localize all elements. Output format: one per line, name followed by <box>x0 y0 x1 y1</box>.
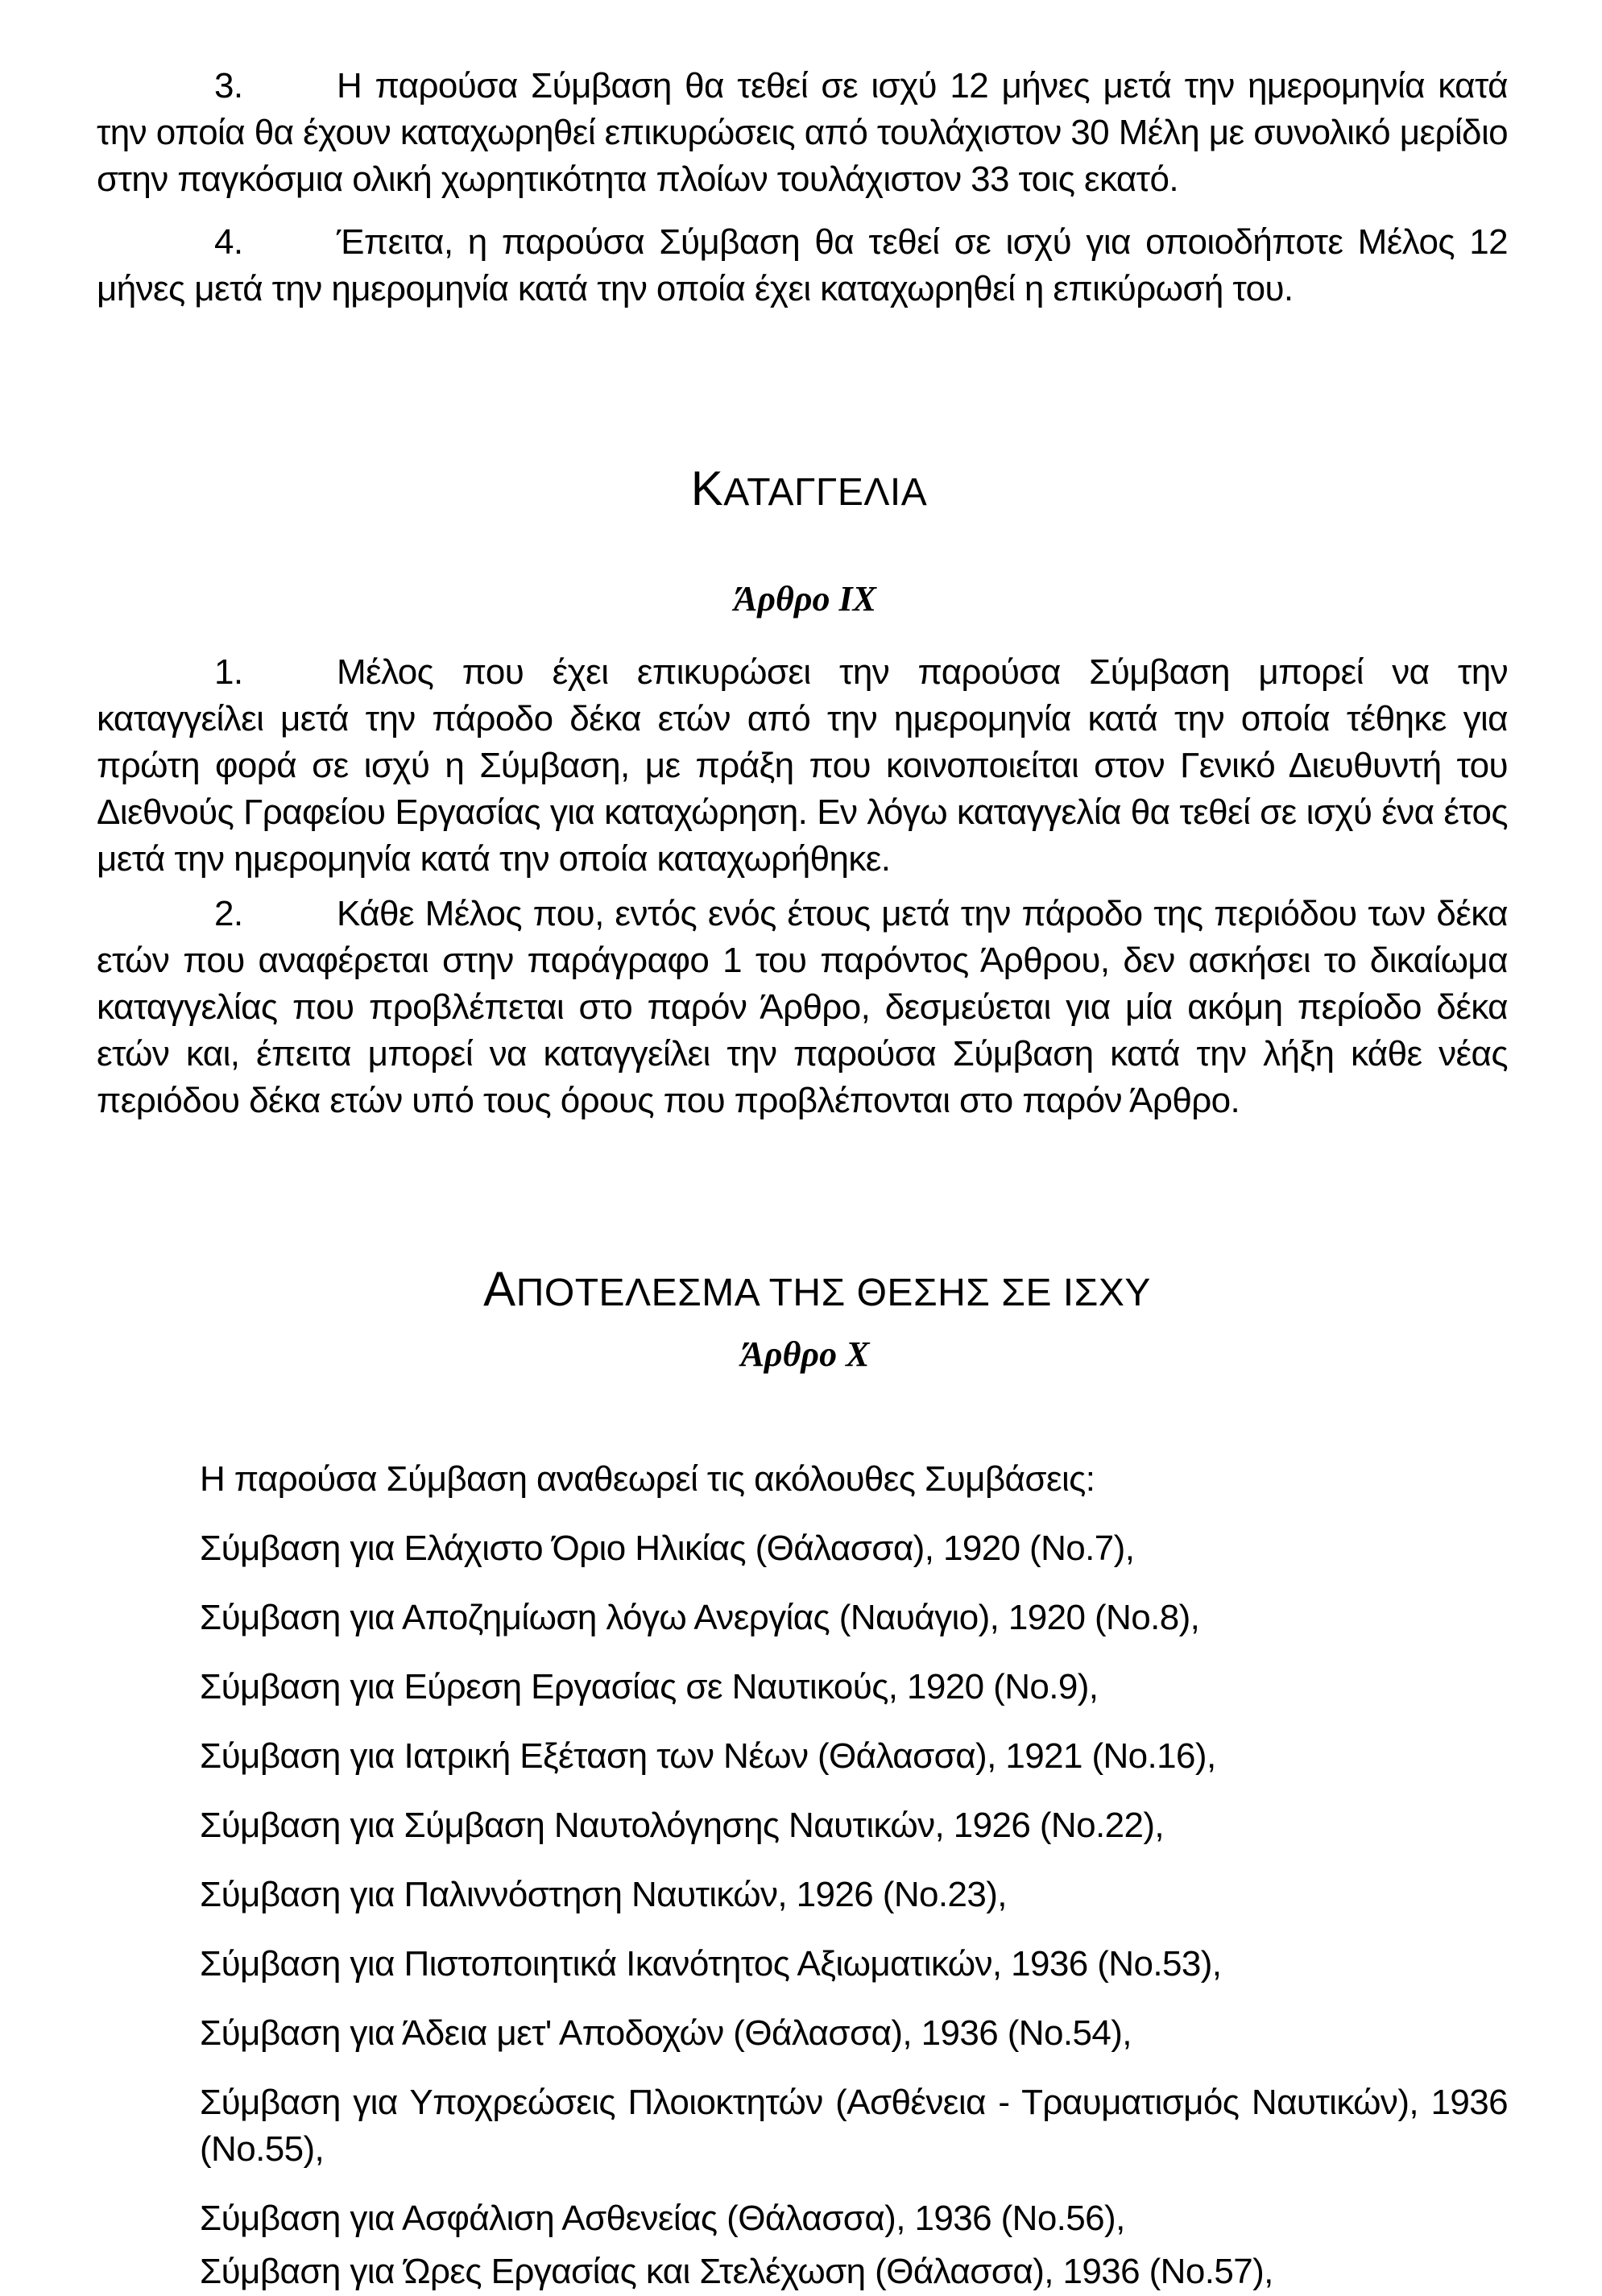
paragraph-3 <box>97 63 1508 203</box>
paragraph-number: 2. <box>214 894 243 933</box>
heading-initial: Α <box>483 1262 516 1316</box>
heading-rest: ΠΟΤΕΛΕΣΜΑ ΤΗΣ ΘΕΣΗΣ ΣΕ ΙΣΧΥ <box>515 1272 1151 1314</box>
paragraph-2 <box>97 891 1508 1124</box>
paragraph-1 <box>97 649 1508 883</box>
list-item: Σύμβαση για Υποχρεώσεις Πλοιοκτητών (Ασθένεια - Τραυματισμός Ναυτικών), 1936 (No.55), <box>200 2083 1508 2169</box>
list-item: Σύμβαση για Ασφάλιση Ασθενείας (Θάλασσα), 1936 (No.56), <box>200 2199 1125 2238</box>
paragraph-text: Κάθε Μέλος που, εντός ενός έτους μετά την πάροδο της περιόδου των δέκα ετών που αναφέρεται στην παράγραφο 1 του παρόντος Άρθρου, δεν ασκήσει το δικαίωμα καταγγελίας που προβλέπεται στο παρόν Άρθρο, δεσμεύεται για μία ακόμη περίοδο δέκα ετών και, έπειτα μπορεί να καταγγείλει την παρούσα Σύμβαση κατά την λήξη κάθε νέας περιόδου δέκα ετών υπό τους όρους που προβλέπονται στο παρόν Άρθρο. <box>97 894 1508 1120</box>
list-item: Σύμβαση για Πιστοποιητικά Ικανότητος Αξιωματικών, 1936 (No.53), <box>200 1944 1222 1984</box>
list-item: Σύμβαση για Παλιννόστηση Ναυτικών, 1926 (No.23), <box>200 1875 1007 1914</box>
list-item: Σύμβαση για Άδεια μετ' Αποδοχών (Θάλασσα), 1936 (No.54), <box>200 2013 1132 2053</box>
paragraph-4 <box>97 219 1508 312</box>
paragraph-text: Η παρούσα Σύμβαση θα τεθεί σε ισχύ 12 μήνες μετά την ημερομηνία κατά την οποία θα έχουν καταχωρηθεί επικυρώσεις από τουλάχιστον 30 Μέλη με συνολικό μερίδιο στην παγκόσμια ολική χωρητικότητα πλοίων τουλάχιστον 33 τοις εκατό. <box>97 66 1508 199</box>
list-intro: Η παρούσα Σύμβαση αναθεωρεί τις ακόλουθες Συμβάσεις: <box>200 1459 1095 1499</box>
section-heading-effect <box>0 1261 1602 1317</box>
paragraph-text: Μέλος που έχει επικυρώσει την παρούσα Σύμβαση μπορεί να την καταγγείλει μετά την πάροδο δέκα ετών από την ημερομηνία κατά την οποία τέθηκε για πρώτη φορά σε ισχύ η Σύμβαση, με πράξη που κοινοποιείται στον Γενικό Διευθυντή του Διεθνούς Γραφείου Εργασίας για καταχώρηση. Εν λόγω καταγγελία θα τεθεί σε ισχύ ένα έτος μετά την ημερομηνία κατά την οποία καταχωρήθηκε. <box>97 652 1508 879</box>
article-title-ix: Άρθρο IX <box>734 579 876 618</box>
list-item: Σύμβαση για Ιατρική Εξέταση των Νέων (Θάλασσα), 1921 (No.16), <box>200 1736 1216 1776</box>
list-item: Σύμβαση για Αποζημίωση λόγω Ανεργίας (Ναυάγιο), 1920 (No.8), <box>200 1598 1200 1637</box>
paragraph-number: 3. <box>214 66 243 105</box>
paragraph-number: 4. <box>214 222 243 262</box>
list-item: Σύμβαση για Σύμβαση Ναυτολόγησης Ναυτικών, 1926 (No.22), <box>200 1806 1165 1845</box>
section-heading-denunciation <box>0 461 1602 516</box>
paragraph-text: Έπειτα, η παρούσα Σύμβαση θα τεθεί σε ισχύ για οποιοδήποτε Μέλος 12 μήνες μετά την ημερομηνία κατά την οποία έχει καταχωρηθεί η επικύρωσή του. <box>97 222 1508 308</box>
list-item: Σύμβαση για Ελάχιστο Όριο Ηλικίας (Θάλασσα), 1920 (No.7), <box>200 1529 1135 1568</box>
article-title-x: Άρθρο Χ <box>740 1334 870 1374</box>
paragraph-number: 1. <box>214 652 243 692</box>
list-item: Σύμβαση για Εύρεση Εργασίας σε Ναυτικούς, 1920 (No.9), <box>200 1667 1099 1706</box>
list-item: Σύμβαση για Ώρες Εργασίας και Στελέχωση (Θάλασσα), 1936 (No.57), <box>200 2252 1273 2291</box>
heading-initial: Κ <box>690 461 724 515</box>
heading-rest: ΑΤΑΓΓΕΛΙΑ <box>723 471 928 514</box>
